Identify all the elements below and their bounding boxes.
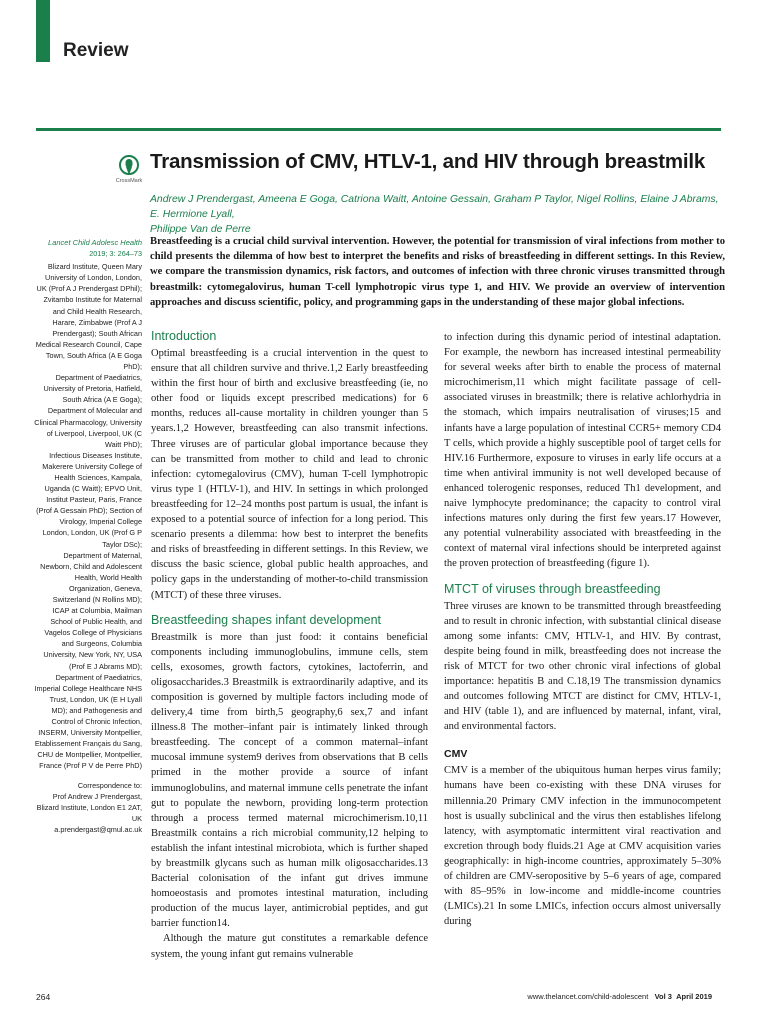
affiliation: Department of Paediatrics, Imperial College Healthcare NHS Trust, London, UK (E H Lyall MD); and Pathogenesis and Control of Chronic Infection, INSERM, University Montpellier, Etablissement Français du Sang, CHU de Montpellier, Montpellier, France (Prof P V de Perre PhD): [34, 672, 142, 771]
heading-introduction: Introduction: [151, 329, 217, 343]
paragraph-breastmilk: Breastmilk is more than just food: it contains beneficial components including immunoglobulins, immune cells, stem cells, exosomes, growth factors, cytokines, lactoferrin, and oligosaccharides.3 Breastmilk is extraordinarily adaptive, and its composition is governed by multiple factors including mode of delivery,4 time from birth,5 geography,6 sex,7 and infant illness.8 The mother–infant pair is intimately linked through breastfeeding. The concept of a common maternal–infant mucosal immune system9 derives from observations that B cells primed in the mother provide a source of infant immunoglobulins, and maternal immune cells penetrate the infant gut to populate the newborn, providing long-term protection through a process termed maternal microchimerism.10,11 Breastmilk contains a rich microbial community,12 helping to establish the infant intestinal microbiota, which is further shaped by breastmilk glycans such as human milk oligosaccharides.13 Bacterial colonisation of the infant gut drives immune homoeostasis and promotes intestinal maturation, including production of the mucus layer, antimicrobial peptides, and gut barrier function14.: [151, 631, 428, 930]
margin-sidebar: [34, 237, 142, 835]
correspondence-email[interactable]: a.prendergast@qmul.ac.uk: [54, 824, 142, 834]
header-accent-bar: [36, 0, 50, 62]
paragraph-cmv: CMV is a member of the ubiquitous human herpes virus family; humans have been co-existing with these DNA viruses for millennia.20 Primary CMV infection in the immunocompetent host is usually subclinical and the virus then establishes lifelong latency, with asymptomatic intermittent viral reactivation and excretion through body fluids.21 Age at CMV acquisition varies geographically: in high-income countries, approximately 5–30% of children are CMV-seropositive by 5–6 years of age, compared with 85–95% in low-income and middle-income countries (LMICs).21 In some LMICs, infection occurs almost universally during: [444, 765, 721, 928]
affiliation: Department of Molecular and Clinical Pharmacology, University of Liverpool, Liverpool, UK (C Waitt PhD);: [34, 406, 142, 449]
heading-breastfeeding-shapes: Breastfeeding shapes infant development: [151, 612, 382, 627]
footer-url[interactable]: www.thelancet.com/child-adolescent: [527, 992, 649, 1001]
paragraph-mtct: Three viruses are known to be transmitted through breastfeeding and to result in chronic infection, with substantial clinical disease among some infants: CMV, HTLV-1, and HIV. By contrast, despite being found in milk, breastfeeding does not increase the risk of MTCT for two other chronic viral infections of global importance: hepatitis B and C.18,19 The transmission dynamics and outcomes following MTCT are distinct for CMV, HTLV-1, and HIV (table 1), and are influenced by maternal, infant, viral, and environmental factors.: [444, 600, 721, 733]
body-column-left: [151, 328, 428, 962]
affiliation: Zvitambo Institute for Maternal and Child Health Research, Harare, Zimbabwe (Prof A J Prendergast); South African Medical Research Council, Cape Town, South Africa (A E Goga PhD);: [35, 295, 142, 372]
paragraph-introduction: Optimal breastfeeding is a crucial intervention in the quest to ensure that all children survive and thrive.1,2 Early breastfeeding within the first hour of birth and exclusive breastfeeding (ie, no other food or liquids except prescribed medications) for 6 months, reduces all-cause mortality in children younger than 5 years.1,2 However, breastfeeding can also transmit infections. Three viruses are of particular global importance because they can be transmitted from mother to child and lead to chronic infection: cytomegalovirus (CMV), human T-cell lymphotropic virus type 1 (HTLV-1), and HIV. In settings in which prolonged breastfeeding for 12–24 months post partum is usual, the infant is exposed to a potential source of infection for a long period. This scenario presents a dilemma: how best to interpret the benefits and risks of breastfeeding in different settings. In this Review, we discuss the basic science, global public health approaches, and policy gaps in the understanding of mother-to-child transmission (MTCT) of these three viruses.: [151, 348, 428, 601]
authors-line-1: Andrew J Prendergast, Ameena E Goga, Catriona Waitt, Antoine Gessain, Graham P Taylor, Nigel Rollins, Elaine J Abrams, E. Hermione Lyall,: [150, 194, 719, 220]
paragraph-mature-gut: Although the mature gut constitutes a remarkable defence system, the young infant gut remains vulnerable: [151, 933, 428, 960]
affiliation: ICAP at Columbia, Mailman School of Public Health, and Vagelos College of Physicians and Surgeons, Columbia University, New York, NY, USA (Prof E J Abrams MD);: [43, 606, 142, 671]
heading-mtct: MTCT of viruses through breastfeeding: [444, 581, 661, 596]
heading-cmv: CMV: [444, 748, 468, 761]
authors-line-2: Philippe Van de Perre: [150, 224, 251, 235]
correspondence-address: Prof Andrew J Prendergast, Blizard Institute, London E1 2AT, UK: [36, 791, 142, 823]
journal-issue: 2019; 3: 264–73: [89, 249, 142, 259]
footer-volume: Vol 3: [654, 992, 672, 1001]
footer-date: April 2019: [676, 992, 712, 1001]
affiliation: Department of Maternal, Newborn, Child and Adolescent Health, World Health Organization, Geneva, Switzerland (N Rollins MD);: [40, 550, 142, 604]
affiliation: Blizard Institute, Queen Mary University of London, London, UK (Prof A J Prendergast DPhil);: [36, 262, 142, 294]
correspondence-label: Correspondence to:: [77, 780, 142, 790]
header-rule: [36, 128, 721, 131]
abstract: Breastfeeding is a crucial child survival intervention. However, the potential for transmission of viral infections from mother to child presents the dilemma of how best to interpret the benefits and risks of breastfeeding in different settings. In this Review, we compare the transmission dynamics, risk factors, and outcomes of infection with three chronic viruses transmitted through breastmilk: cytomegalovirus, human T-cell lymphotropic virus type 1, and HIV. We provide an overview of intervention approaches and discuss scientific, policy, and programming gaps in the understanding of these major global infections.: [150, 236, 725, 308]
section-label: Review: [63, 40, 129, 61]
page-number: 264: [36, 992, 51, 1002]
affiliation: Infectious Diseases Institute, Makerere University College of Health Sciences, Kampala, Uganda (C Waitt); EPVO Unit, Institut Pasteur, Paris, France (Prof A Gessain PhD); Section of Virology, Imperial College London, London, UK (Prof G P Taylor DSc);: [36, 450, 142, 549]
crossmark-icon: [119, 155, 139, 177]
affiliation: Department of Paediatrics, University of Pretoria, Hatfield, South Africa (A E Goga);: [43, 373, 142, 405]
article-authors: [150, 192, 725, 237]
crossmark-badge[interactable]: [114, 155, 144, 184]
article-title: Transmission of CMV, HTLV-1, and HIV through breastmilk: [150, 150, 706, 173]
crossmark-label: CrossMark: [115, 178, 143, 184]
footer-info: [527, 992, 712, 1001]
body-column-right: [444, 330, 721, 929]
paragraph-infection-adaptation: to infection during this dynamic period of intestinal adaptation. For example, the newborn has increased intestinal permeability for several weeks after birth to enable the process of maternal microchimerism,11 which might facilitate passage of cell-associated viruses in breastmilk; there is relative achlorhydria in the stomach, which impairs neutralisation of viruses;15 and infants have a large population of intestinal CCR5+ memory CD4 T cells, which provide a highly susceptible pool of target cells for HIV.16 Furthermore, exposure to viruses in early life occurs at a time when antiviral immunity is not well developed because of enhanced tolerogenic responses, reduced Th1 development, and naive lymphocyte predominance; the capacity to control viral infections matures only during the first few years.17 However, any potential vulnerability associated with breastfeeding in the context of maternal viral infections should be interpreted against the proven protection of breastfeeding (figure 1).: [444, 332, 721, 570]
journal-name[interactable]: Lancet Child Adolesc Health: [48, 238, 142, 247]
